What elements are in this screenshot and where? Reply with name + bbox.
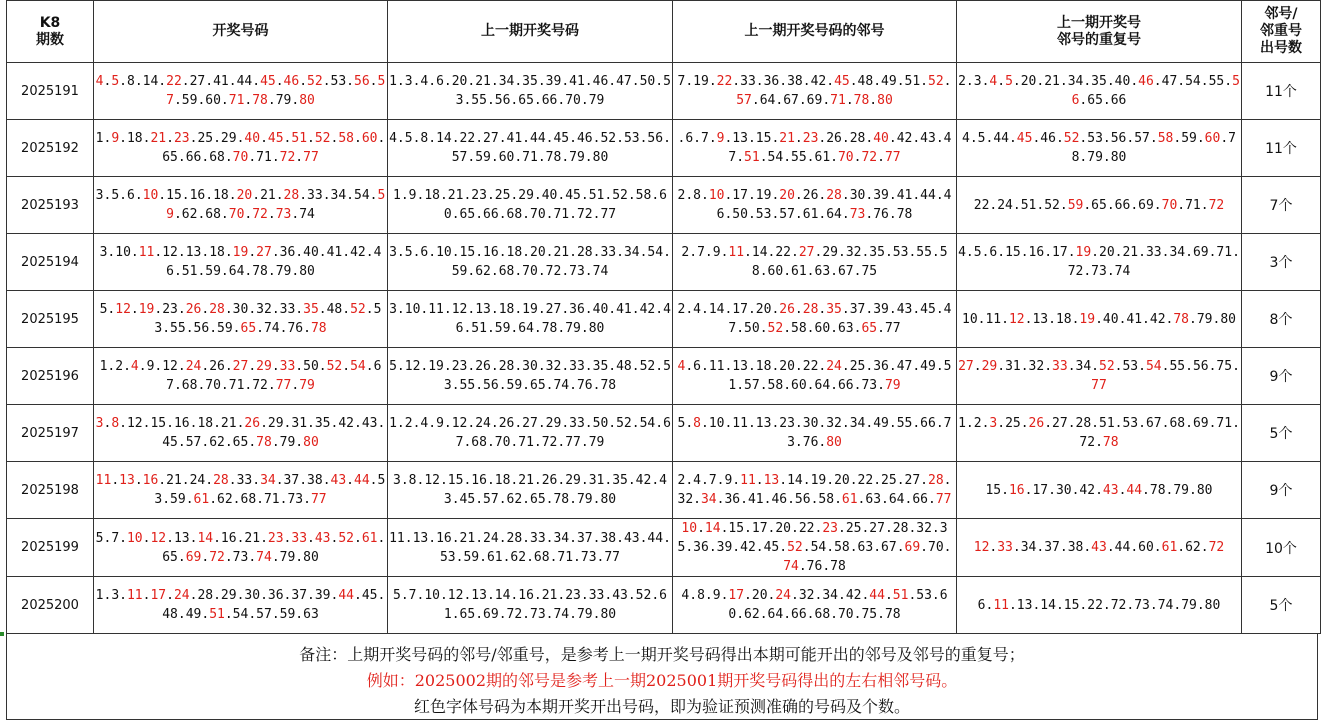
table-row (7, 405, 1321, 462)
cell-previous-draw: 4.5.8.14.22.27.41.44.45.46.52.53.56.57.59.60.71.78.79.80 (388, 120, 673, 177)
header-previous-draw: 上一期开奖号码 (388, 1, 673, 63)
cell-hit-count: 5个 (1242, 405, 1321, 462)
table-row (7, 177, 1321, 234)
cell-repeat-numbers: 27.29.31.32.33.34.52.53.54.55.56.75.77 (957, 348, 1242, 405)
cell-period: 2025198 (7, 462, 94, 519)
header-draw-numbers: 开奖号码 (94, 1, 388, 63)
cell-hit-count: 5个 (1242, 577, 1321, 634)
cell-neighbor-numbers: 2.8.10.17.19.20.26.28.30.39.41.44.46.50.53.57.61.64.73.76.78 (673, 177, 957, 234)
cell-repeat-numbers: 1.2.3.25.26.27.28.51.53.67.68.69.71.72.78 (957, 405, 1242, 462)
cell-neighbor-numbers: 10.14.15.17.20.22.23.25.27.28.32.35.36.39.42.45.52.54.58.63.67.69.70.74.76.78 (673, 519, 957, 577)
cell-neighbor-numbers: 2.4.7.9.11.13.14.19.20.22.25.27.28.32.34.36.41.46.56.58.61.63.64.66.77 (673, 462, 957, 519)
cell-neighbor-numbers: 7.19.22.33.36.38.42.45.48.49.51.52.57.64.67.69.71.78.80 (673, 63, 957, 120)
cell-previous-draw: 3.5.6.10.15.16.18.20.21.28.33.34.54.59.62.68.70.72.73.74 (388, 234, 673, 291)
cell-draw-numbers: 5.12.19.23.26.28.30.32.33.35.48.52.53.55.56.59.65.74.76.78 (94, 291, 388, 348)
cell-previous-draw: 1.9.18.21.23.25.29.40.45.51.52.58.60.65.66.68.70.71.72.77 (388, 177, 673, 234)
cell-period: 2025197 (7, 405, 94, 462)
table-row (7, 120, 1321, 177)
header-repeat-numbers: 上一期开奖号 邻号的重复号 (957, 1, 1242, 63)
cell-draw-numbers: 1.9.18.21.23.25.29.40.45.51.52.58.60.65.66.68.70.71.72.77 (94, 120, 388, 177)
table-row (7, 462, 1321, 519)
remark-line-2: 例如：2025002期的邻号是参考上一期2025001期开奖号码得出的左右相邻号码。 (366, 671, 958, 690)
cell-repeat-numbers: 22.24.51.52.59.65.66.69.70.71.72 (957, 177, 1242, 234)
cell-hit-count: 9个 (1242, 348, 1321, 405)
cell-previous-draw: 3.8.12.15.16.18.21.26.29.31.35.42.43.45.57.62.65.78.79.80 (388, 462, 673, 519)
table-body (7, 63, 1321, 634)
table-row (7, 519, 1321, 577)
cell-period: 2025194 (7, 234, 94, 291)
cell-neighbor-numbers: 4.6.11.13.18.20.22.24.25.36.47.49.51.57.58.60.64.66.73.79 (673, 348, 957, 405)
header-row (7, 1, 1321, 63)
cell-hit-count: 9个 (1242, 462, 1321, 519)
cell-draw-numbers: 3.5.6.10.15.16.18.20.21.28.33.34.54.59.62.68.70.72.73.74 (94, 177, 388, 234)
cell-draw-numbers: 5.7.10.12.13.14.16.21.23.33.43.52.61.65.69.72.73.74.79.80 (94, 519, 388, 577)
cell-hit-count: 10个 (1242, 519, 1321, 577)
cell-previous-draw: 3.10.11.12.13.18.19.27.36.40.41.42.46.51.59.64.78.79.80 (388, 291, 673, 348)
cell-period: 2025195 (7, 291, 94, 348)
remark-line-1: 备注：上期开奖号码的邻号/邻重号，是参考上一期开奖号码得出本期可能开出的邻号及邻号的重复号； (299, 645, 1025, 664)
cell-neighbor-numbers: 2.4.14.17.20.26.28.35.37.39.43.45.47.50.52.58.60.63.65.77 (673, 291, 957, 348)
cell-previous-draw: 11.13.16.21.24.28.33.34.37.38.43.44.53.59.61.62.68.71.73.77 (388, 519, 673, 577)
cell-previous-draw: 5.7.10.12.13.14.16.21.23.33.43.52.61.65.69.72.73.74.79.80 (388, 577, 673, 634)
cell-corner-marker (0, 632, 4, 636)
cell-draw-numbers: 11.13.16.21.24.28.33.34.37.38.43.44.53.59.61.62.68.71.73.77 (94, 462, 388, 519)
header-period: K8 期数 (7, 1, 94, 63)
cell-neighbor-numbers: 4.8.9.17.20.24.32.34.42.44.51.53.60.62.64.66.68.70.75.78 (673, 577, 957, 634)
cell-repeat-numbers: 4.5.44.45.46.52.53.56.57.58.59.60.78.79.80 (957, 120, 1242, 177)
remark-line-3: 红色字体号码为本期开奖开出号码，即为验证预测准确的号码及个数。 (413, 697, 910, 716)
table-row (7, 63, 1321, 120)
header-neighbor-numbers: 上一期开奖号码的邻号 (673, 1, 957, 63)
remark-box (6, 634, 1318, 720)
cell-period: 2025191 (7, 63, 94, 120)
header-hit-count: 邻号/ 邻重号 出号数 (1242, 1, 1321, 63)
cell-period: 2025196 (7, 348, 94, 405)
cell-hit-count: 11个 (1242, 63, 1321, 120)
cell-repeat-numbers: 6.11.13.14.15.22.72.73.74.79.80 (957, 577, 1242, 634)
cell-neighbor-numbers: 5.8.10.11.13.23.30.32.34.49.55.66.73.76.80 (673, 405, 957, 462)
lottery-table (6, 0, 1321, 634)
cell-draw-numbers: 1.3.11.17.24.28.29.30.36.37.39.44.45.48.49.51.54.57.59.63 (94, 577, 388, 634)
cell-previous-draw: 5.12.19.23.26.28.30.32.33.35.48.52.53.55.56.59.65.74.76.78 (388, 348, 673, 405)
cell-period: 2025200 (7, 577, 94, 634)
cell-draw-numbers: 3.10.11.12.13.18.19.27.36.40.41.42.46.51.59.64.78.79.80 (94, 234, 388, 291)
cell-repeat-numbers: 15.16.17.30.42.43.44.78.79.80 (957, 462, 1242, 519)
cell-repeat-numbers: 10.11.12.13.18.19.40.41.42.78.79.80 (957, 291, 1242, 348)
cell-neighbor-numbers: .6.7.9.13.15.21.23.26.28.40.42.43.47.51.54.55.61.70.72.77 (673, 120, 957, 177)
cell-period: 2025192 (7, 120, 94, 177)
cell-draw-numbers: 3.8.12.15.16.18.21.26.29.31.35.42.43.45.57.62.65.78.79.80 (94, 405, 388, 462)
table-row (7, 348, 1321, 405)
table-row (7, 291, 1321, 348)
cell-hit-count: 3个 (1242, 234, 1321, 291)
cell-previous-draw: 1.3.4.6.20.21.34.35.39.41.46.47.50.53.55.56.65.66.70.79 (388, 63, 673, 120)
cell-neighbor-numbers: 2.7.9.11.14.22.27.29.32.35.53.55.58.60.61.63.67.75 (673, 234, 957, 291)
cell-draw-numbers: 4.5.8.14.22.27.41.44.45.46.52.53.56.57.59.60.71.78.79.80 (94, 63, 388, 120)
lottery-table-wrap (6, 0, 1320, 722)
table-row (7, 234, 1321, 291)
cell-repeat-numbers: 2.3.4.5.20.21.34.35.40.46.47.54.55.56.65.66 (957, 63, 1242, 120)
cell-draw-numbers: 1.2.4.9.12.24.26.27.29.33.50.52.54.67.68.70.71.72.77.79 (94, 348, 388, 405)
cell-hit-count: 8个 (1242, 291, 1321, 348)
cell-repeat-numbers: 12.33.34.37.38.43.44.60.61.62.72 (957, 519, 1242, 577)
cell-hit-count: 7个 (1242, 177, 1321, 234)
cell-period: 2025193 (7, 177, 94, 234)
cell-previous-draw: 1.2.4.9.12.24.26.27.29.33.50.52.54.67.68.70.71.72.77.79 (388, 405, 673, 462)
table-row (7, 577, 1321, 634)
cell-period: 2025199 (7, 519, 94, 577)
cell-repeat-numbers: 4.5.6.15.16.17.19.20.21.33.34.69.71.72.73.74 (957, 234, 1242, 291)
cell-hit-count: 11个 (1242, 120, 1321, 177)
